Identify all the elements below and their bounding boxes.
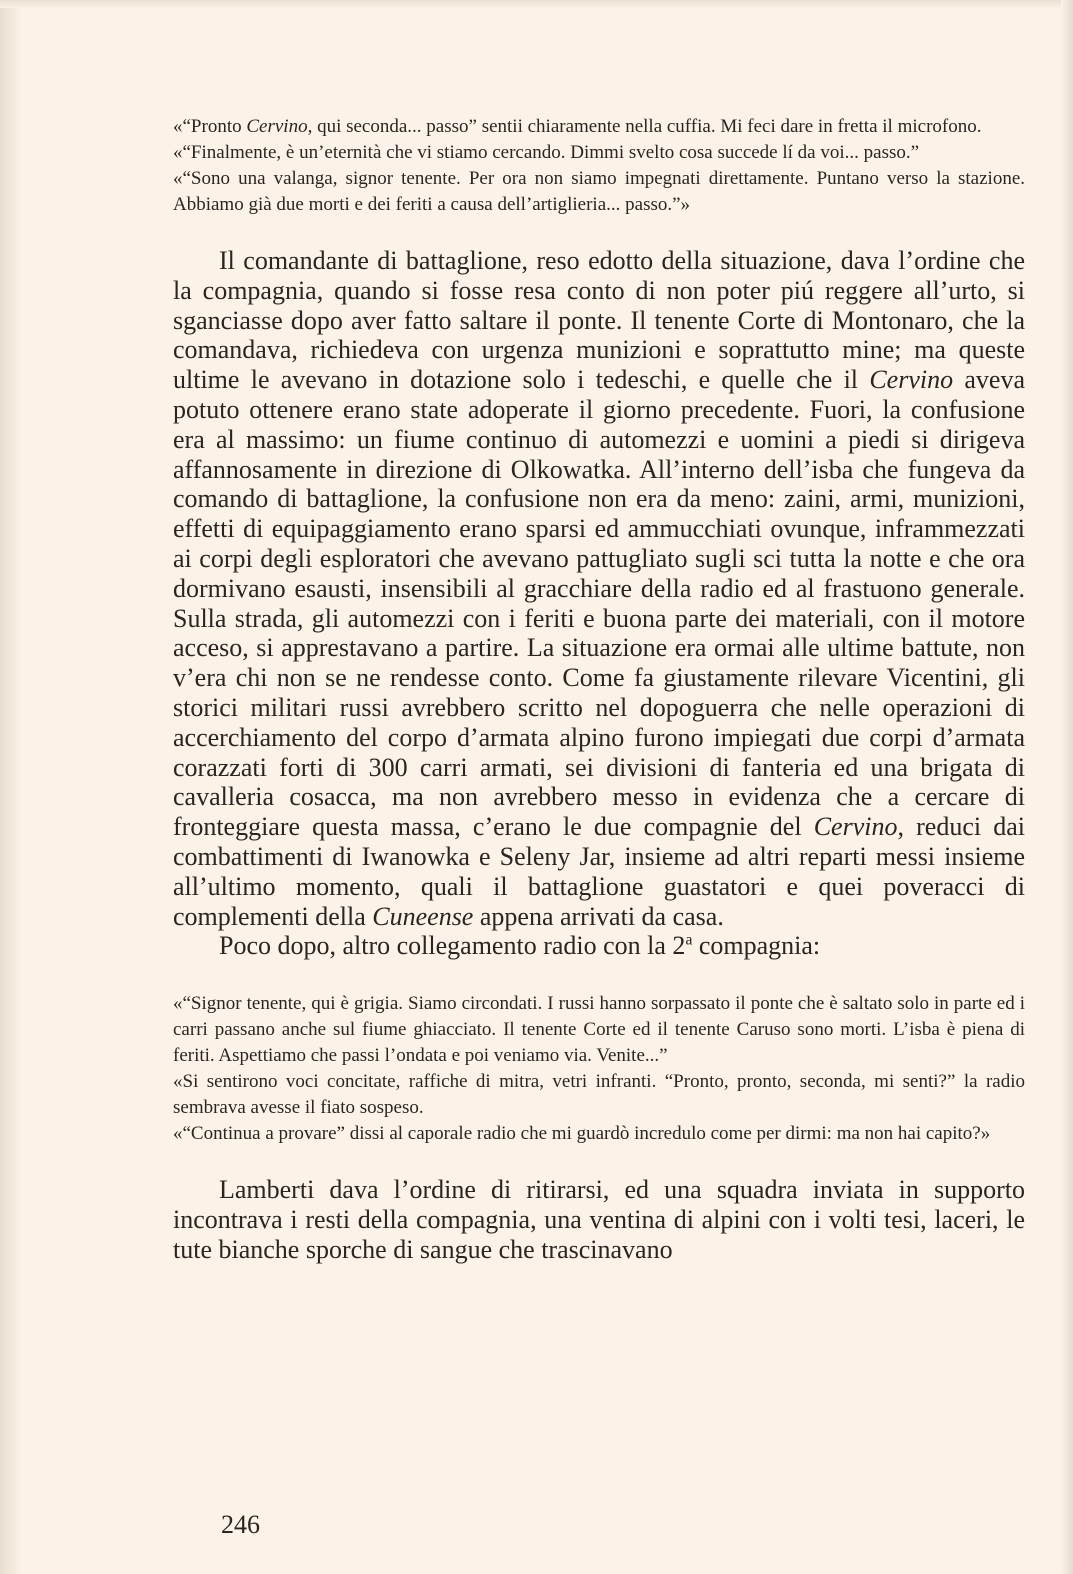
paragraph-main bbox=[173, 246, 1025, 961]
page-number: 246 bbox=[221, 1510, 260, 1539]
page-top-edge bbox=[0, 0, 1073, 8]
quote-line: «“Signor tenente, qui è grigia. Siamo circondati. I russi hanno sorpassato il ponte che è saltato solo in parte ed i carri passano anche sul fiume ghiacciato. Il tenente Corte ed il tenente Caruso sono morti. L’isba è piena di feriti. Aspettiamo che passi l’ondata e poi veniamo via. Venite...” bbox=[173, 993, 1025, 1067]
text-block bbox=[173, 114, 1025, 1265]
radio-quote-1 bbox=[173, 114, 1025, 218]
quote-line: «“Continua a provare” dissi al caporale radio che mi guardò incredulo come per dirmi: ma non hai capito?» bbox=[173, 1123, 991, 1145]
quote-line: «“Pronto Cervino, qui seconda... passo” sentii chiaramente nella cuffia. Mi feci dare in fretta il microfono. bbox=[173, 116, 982, 137]
paragraph: Il comandante di battaglione, reso edotto della situazione, dava l’ordine che la compagnia, quando si fosse resa conto di non poter piú reggere all’urto, si sganciasse dopo aver fatto saltare il ponte. Il tenente Corte di Montonaro, che la comandava, richiedeva con urgenza munizioni e soprattutto mine; ma queste ultime le avevano in dotazione solo i tedeschi, e quelle che il Cervino aveva potuto ottenere erano state adoperate il giorno precedente. Fuori, la confusione era al massimo: un fiume continuo di automezzi e uomini a piedi si dirigeva affannosamente in direzione di Olkowatka. All’interno dell’isba che fungeva da comando di battaglione, la confusione non era da meno: zaini, armi, munizioni, effetti di equipaggiamento erano sparsi ed ammucchiati ovunque, inframmezzati ai corpi degli esploratori che avevano pattugliato sugli sci tutta la notte e che ora dormivano esausti, insensibili al gracchiare della radio ed al frastuono generale. Sulla strada, gli automezzi con i feriti e buona parte dei materiali, con il motore acceso, si apprestavano a partire. La situazione era ormai alle ultime battute, non v’era chi non se ne rendesse conto. Come fa giustamente rilevare Vicentini, gli storici militari russi avrebbero scritto nel dopoguerra che nelle operazioni di accerchiamento del corpo d’armata alpino furono impiegati due corpi d’armata corazzati forti di 300 carri armati, sei divisioni di fanteria ed una brigata di cavalleria cosacca, ma non avrebbero messo in evidenza che a cercare di fronteggiare questa massa, c’erano le due compagnie del Cervino, reduci dai combattimenti di Iwanowka e Seleny Jar, insieme ad altri reparti messi insieme all’ultimo momento, quali il battaglione guastatori e quei poveracci di complementi della Cuneense appena arrivati da casa. bbox=[173, 246, 1025, 931]
paragraph-final bbox=[173, 1175, 1025, 1264]
radio-quote-2 bbox=[173, 991, 1025, 1147]
quote-line: «Si sentirono voci concitate, raffiche di mitra, vetri infranti. “Pronto, pronto, seconda, mi senti?” la radio sembrava avesse il fiato sospeso. bbox=[173, 1071, 1025, 1119]
paragraph: Lamberti dava l’ordine di ritirarsi, ed una squadra inviata in supporto incontrava i resti della compagnia, una ventina di alpini con i volti tesi, laceri, le tute bianche sporche di sangue che trascinavano bbox=[173, 1175, 1025, 1264]
quote-line: «“Sono una valanga, signor tenente. Per ora non siamo impegnati direttamente. Puntano verso la stazione. Abbiamo già due morti e dei feriti a causa dell’artiglieria... passo.”» bbox=[173, 168, 1025, 215]
quote-line: «“Finalmente, è un’eternità che vi stiamo cercando. Dimmi svelto cosa succede lí da voi... passo.” bbox=[173, 142, 920, 163]
paragraph: Poco dopo, altro collegamento radio con la 2$^a$ compagnia: bbox=[219, 931, 821, 961]
